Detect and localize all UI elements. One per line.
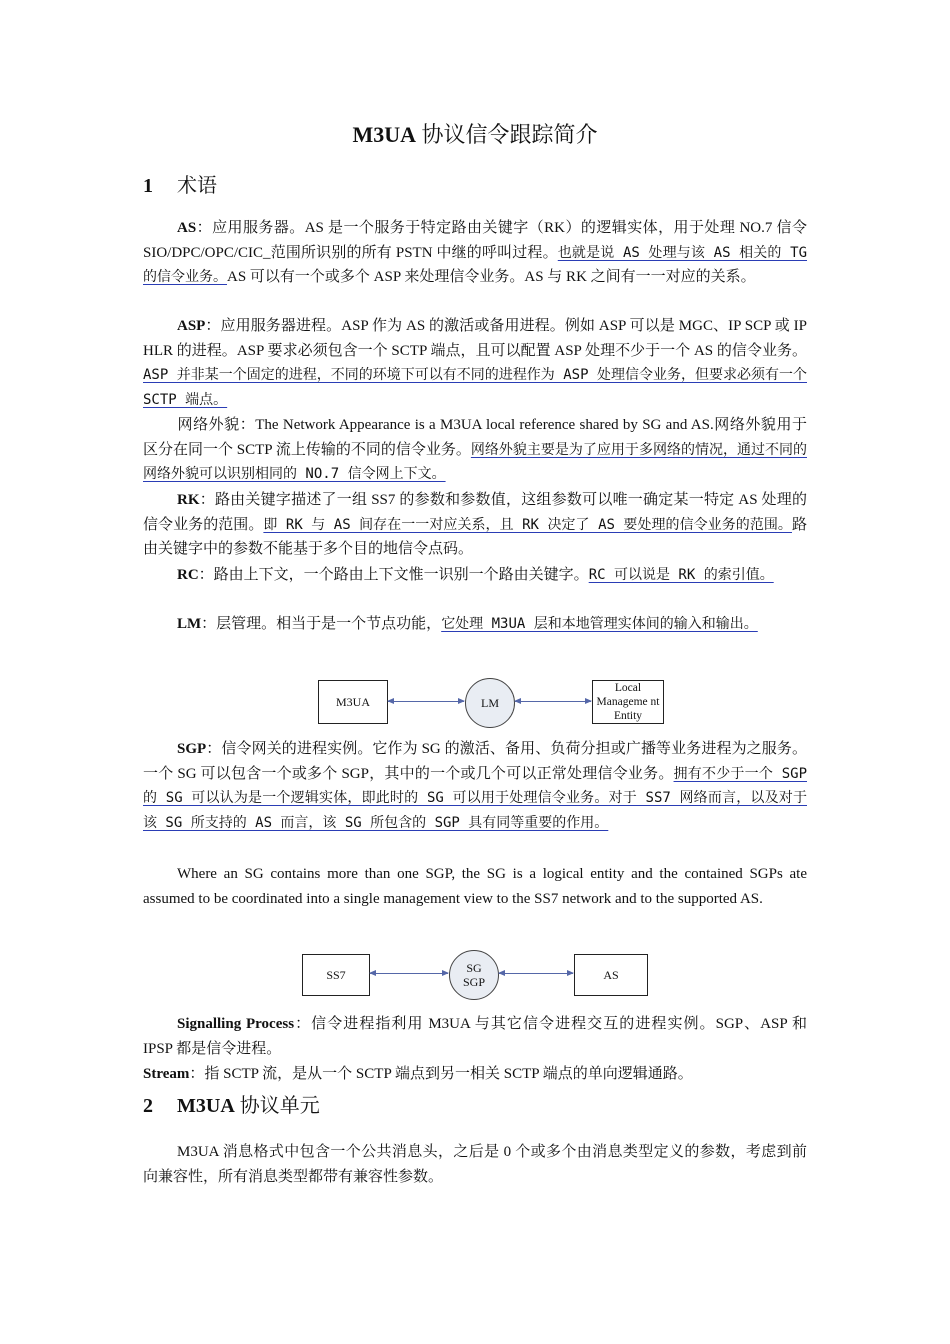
paragraph-asp: ASP：应用服务器进程。ASP 作为 AS 的激活或备用进程。例如 ASP 可以是 MGC、IP SCP 或 IP HLR 的进程。ASP 要求必须包含一个 SCTP 端点，且可以配置 ASP 处理不少于一个 AS 的信令业务。ASP 并非某一个固定的进程，不同的环境下可以有不同的进程作为 ASP 处理信令业务，但要求必须有一个 SCTP 端点。 — [143, 318, 807, 408]
arrow-ss7-sg — [370, 973, 448, 974]
arrow-lm-local — [515, 701, 591, 702]
paragraph-rc: RC：路由上下文，一个路由上下文惟一识别一个路由关键字。RC 可以说是 RK 的索引值。 — [177, 567, 774, 583]
lm-circle: LM — [465, 678, 515, 728]
document-title: M3UA 协议信令跟踪简介 — [352, 122, 598, 147]
paragraph-signalling-process: Signalling Process：信令进程指利用 M3UA 与其它信令进程交互的进程实例。SGP、ASP 和 IPSP 都是信令进程。 — [143, 1016, 807, 1057]
paragraph-where: Where an SG contains more than one SGP, the SG is a logical entity and the contained SGPs ate assumed to be coordinated into a single management view to the SS7 network and to the supported AS. — [143, 866, 807, 907]
m3ua-box: M3UA — [318, 680, 388, 724]
paragraph-lm: LM：层管理。相当于是一个节点功能，它处理 M3UA 层和本地管理实体间的输入和输出。 — [177, 616, 758, 632]
section-heading-terms: 1 术语 — [143, 175, 217, 197]
paragraph-stream: Stream：指 SCTP 流，是从一个 SCTP 端点到另一相关 SCTP 端点的单向逻辑通路。 — [143, 1066, 693, 1082]
as-box: AS — [574, 954, 648, 996]
paragraph-rk: RK：路由关键字描述了一组 SS7 的参数和参数值，这组参数可以唯一确定某一特定 AS 处理的信令业务的范围。即 RK 与 AS 间存在一一对应关系，且 RK 决定了 AS 要处理的信令业务的范围。路由关键字中的参数不能基于多个目的地信令点码。 — [143, 492, 807, 557]
paragraph-network-appearance: 网络外貌：The Network Appearance is a M3UA local reference shared by SG and AS.网络外貌用于区分在同一个 SCTP 流上传输的不同的信令业务。网络外貌主要是为了应用于多网络的情况，通过不同的网络外貌可以识别相同的 NO.7 信令网上下文。 — [143, 417, 807, 482]
ss7-box: SS7 — [302, 954, 370, 996]
arrow-sg-as — [499, 973, 573, 974]
local-management-entity-box: Local Manageme nt Entity — [592, 680, 664, 724]
sg-sgp-circle: SG SGP — [449, 950, 499, 1000]
paragraph-as: AS：应用服务器。AS 是一个服务于特定路由关键字（RK）的逻辑实体，用于处理 NO.7 信令 SIO/DPC/OPC/CIC_范围所识别的所有 PSTN 中继的呼叫过程。也就是说 AS 处理与该 AS 相关的 TG 的信令业务。AS 可以有一个或多个 ASP 来处理信令业务。AS 与 RK 之间有一一对应的关系。 — [143, 220, 808, 285]
paragraph-m3ua-format: M3UA 消息格式中包含一个公共消息头，之后是 0 个或多个由消息类型定义的参数，考虑到前向兼容性，所有消息类型都带有兼容性参数。 — [143, 1144, 807, 1185]
arrow-m3ua-lm — [388, 701, 464, 702]
paragraph-sgp: SGP：信令网关的进程实例。它作为 SG 的激活、备用、负荷分担或广播等业务进程为之服务。一个 SG 可以包含一个或多个 SGP，其中的一个或几个可以正常处理信令业务。拥有不少于一个 SGP 的 SG 可以认为是一个逻辑实体，即此时的 SG 可以用于处理信令业务。对于 SS7 网络而言，以及对于该 SG 所支持的 AS 而言，该 SG 所包含的 SGP 具有同等重要的作用。 — [143, 741, 807, 831]
section-heading-m3ua-units: 2 M3UA 协议单元 — [143, 1095, 320, 1117]
